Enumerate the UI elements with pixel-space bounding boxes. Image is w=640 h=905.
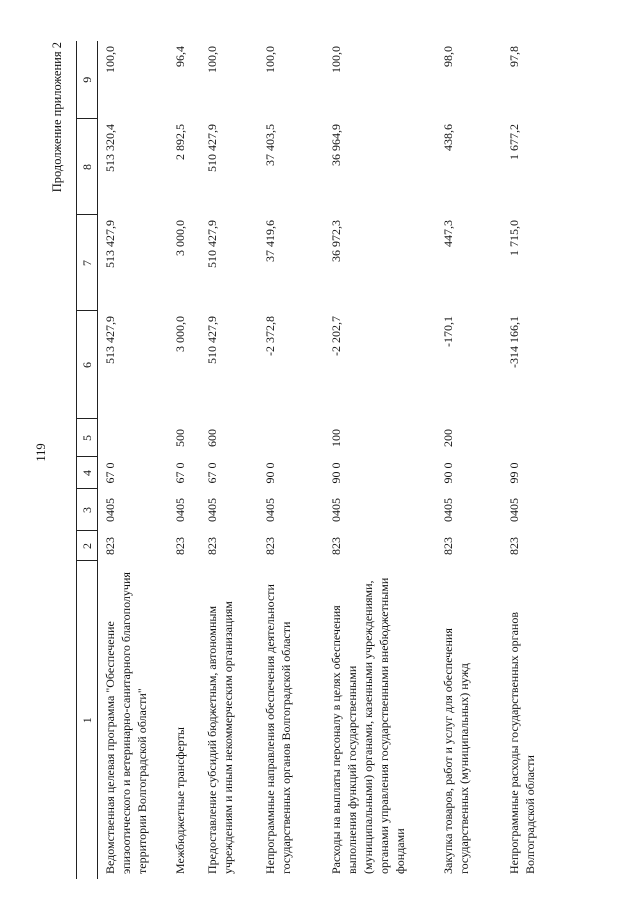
column-header: 1: [77, 561, 98, 879]
cell-expense-type: 600: [204, 429, 219, 447]
column-header: 8: [77, 119, 98, 215]
cell-section-code: 0405: [506, 498, 521, 522]
cell-percent: 100,0: [204, 46, 219, 73]
cell-ministry-code: 823: [172, 537, 187, 555]
cell-value-7: 447,3: [440, 220, 455, 247]
table-row: [200, 41, 258, 879]
cell-value-7: 510 427,9: [204, 220, 219, 268]
budget-table: [76, 41, 546, 879]
cell-ministry-code: 823: [204, 537, 219, 555]
column-header: 5: [77, 419, 98, 457]
table-header-row: [77, 41, 98, 879]
cell-section-code: 0405: [262, 498, 277, 522]
cell-ministry-code: 823: [328, 537, 343, 555]
cell-expense-type: 200: [440, 429, 455, 447]
cell-value-7: 1 715,0: [506, 220, 521, 256]
row-name: Расходы на выплаты персоналу в целях обеспечения выполнения функций государственными (муниципальными) органами, казенными учреждениями, органами управления государственными внебюджетными фондами: [328, 577, 407, 874]
cell-value-6: 513 427,9: [103, 316, 117, 364]
row-name: Непрограммные направления обеспечения деятельности государственных органов Волгоградской области: [262, 584, 293, 874]
cell-value-6: -2 372,8: [262, 316, 277, 356]
row-name: Межбюджетные трансферты: [172, 727, 187, 874]
column-header: 3: [77, 489, 98, 531]
cell-value-8: 438,6: [440, 124, 455, 151]
cell-section-code: 0405: [103, 498, 117, 522]
cell-value-8: 36 964,9: [328, 124, 343, 166]
table-row: [436, 41, 502, 879]
cell-percent: 97,8: [506, 46, 521, 67]
cell-value-7: 513 427,9: [103, 220, 117, 268]
cell-percent: 96,4: [172, 46, 187, 67]
table-row: [98, 41, 168, 879]
column-header: 9: [77, 41, 98, 119]
cell-value-8: 510 427,9: [204, 124, 219, 172]
cell-value-8: 2 892,5: [172, 124, 187, 160]
column-header: 2: [77, 531, 98, 561]
cell-section-code: 0405: [172, 498, 187, 522]
cell-value-8: 1 677,2: [506, 124, 521, 160]
cell-expense-type: [502, 419, 546, 457]
cell-target-article: 90 0: [262, 462, 277, 484]
table-row: [502, 41, 546, 879]
column-header: 4: [77, 457, 98, 489]
cell-target-article: 90 0: [328, 462, 343, 484]
cell-ministry-code: 823: [506, 537, 521, 555]
cell-percent: 100,0: [103, 46, 117, 73]
cell-section-code: 0405: [440, 498, 455, 522]
column-header: 6: [77, 311, 98, 419]
cell-expense-type: [98, 419, 168, 457]
cell-expense-type: 100: [328, 429, 343, 447]
cell-section-code: 0405: [204, 498, 219, 522]
cell-value-7: 36 972,3: [328, 220, 343, 262]
column-header: 7: [77, 215, 98, 311]
cell-value-7: 3 000,0: [172, 220, 187, 256]
cell-ministry-code: 823: [262, 537, 277, 555]
cell-target-article: 99 0: [506, 462, 521, 484]
cell-ministry-code: 823: [440, 537, 455, 555]
cell-percent: 98,0: [440, 46, 455, 67]
table-row: [324, 41, 436, 879]
cell-value-6: 3 000,0: [172, 316, 187, 352]
cell-value-6: 510 427,9: [204, 316, 219, 364]
appendix-caption: Продолжение приложения 2: [50, 42, 64, 193]
cell-percent: 100,0: [328, 46, 343, 73]
cell-value-6: -314 166,1: [506, 316, 521, 368]
row-name: Закупка товаров, работ и услуг для обеспечения государственных (муниципальных) нужд: [440, 628, 471, 874]
row-name: Непрограммные расходы государственных органов Волгоградской области: [506, 611, 537, 874]
row-name: Ведомственная целевая программа "Обеспечение эпизоотического и ветеринарно-санитарного благополучия территории Волгоградской области": [103, 572, 149, 874]
cell-target-article: 90 0: [440, 462, 455, 484]
row-name: Предоставление субсидий бюджетным, автономным учреждениям и иным некоммерческим организациям: [204, 601, 235, 874]
cell-value-6: -2 202,7: [328, 316, 343, 356]
cell-expense-type: 500: [172, 429, 187, 447]
cell-value-8: 513 320,4: [103, 124, 117, 172]
page-number: 119: [34, 443, 48, 462]
cell-value-8: 37 403,5: [262, 124, 277, 166]
cell-target-article: 67 0: [172, 462, 187, 484]
table-row: [168, 41, 200, 879]
cell-percent: 100,0: [262, 46, 277, 73]
cell-target-article: 67 0: [103, 462, 117, 484]
cell-section-code: 0405: [328, 498, 343, 522]
cell-expense-type: [258, 419, 324, 457]
cell-value-6: -170,1: [440, 316, 455, 347]
table-row: [258, 41, 324, 879]
cell-value-7: 37 419,6: [262, 220, 277, 262]
cell-ministry-code: 823: [103, 537, 117, 555]
cell-target-article: 67 0: [204, 462, 219, 484]
